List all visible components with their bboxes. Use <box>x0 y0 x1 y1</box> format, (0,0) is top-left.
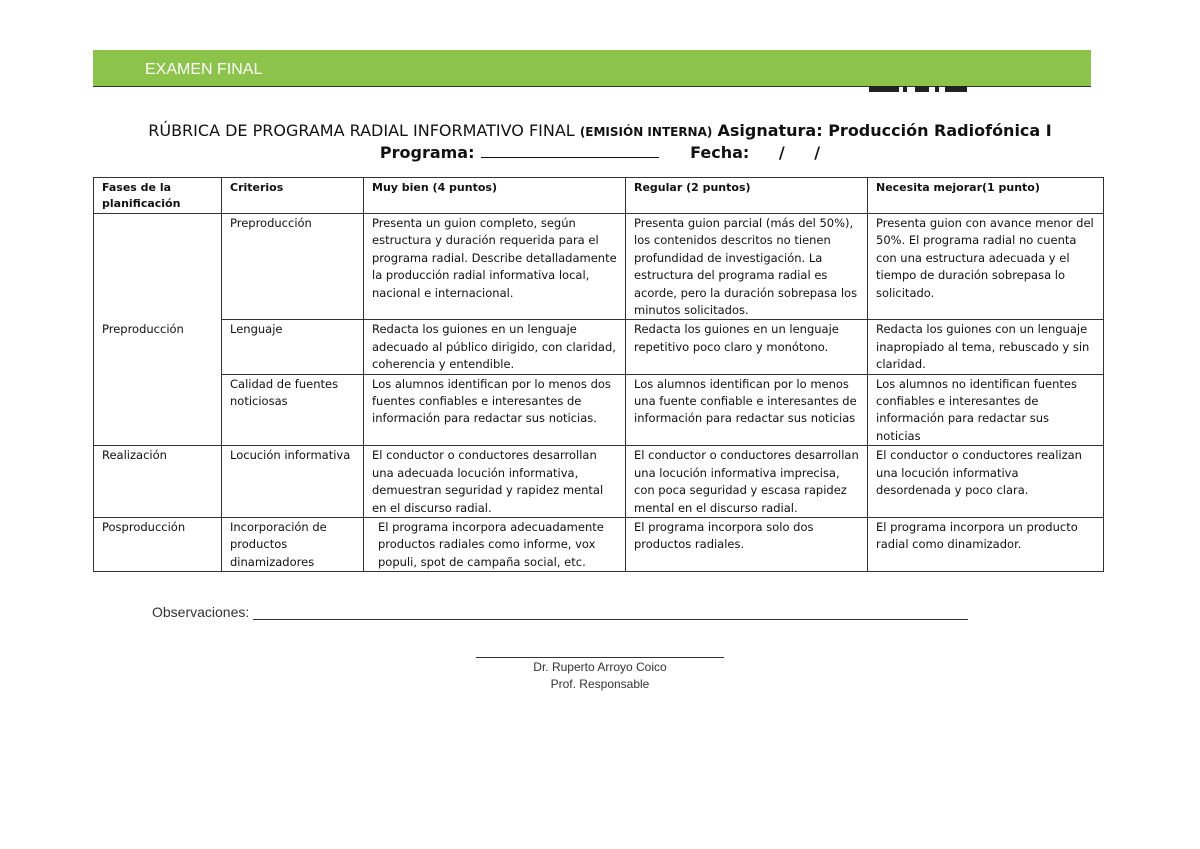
header-needs-improvement: Necesita mejorar(1 punto) <box>868 178 1104 214</box>
exam-label: EXAMEN FINAL <box>145 61 263 78</box>
phase-cell: Posproducción <box>94 517 222 571</box>
signer-name: Dr. Ruperto Arroyo Coico <box>533 660 667 674</box>
very-good-cell: El programa incorpora adecuadamente productos radiales como informe, vox populi, spot de campaña social, etc. <box>364 517 626 571</box>
fecha-label: Fecha: <box>690 143 750 162</box>
fecha-separator: / <box>778 143 785 162</box>
needs-improvement-cell: Los alumnos no identifican fuentes confiables e interesantes de información para redactar sus noticias <box>868 374 1104 446</box>
rubric-table <box>93 177 1104 572</box>
observations-field <box>152 604 968 620</box>
document-title <box>0 121 1200 140</box>
criteria-cell: Lenguaje <box>222 320 364 374</box>
criteria-cell: Preproducción <box>222 214 364 320</box>
regular-cell: Los alumnos identifican por lo menos una fuente confiable e interesantes de información para redactar sus noticias <box>626 374 868 446</box>
observations-label: Observaciones: <box>152 604 250 620</box>
header-regular: Regular (2 puntos) <box>626 178 868 214</box>
observations-line <box>253 605 968 620</box>
needs-improvement-cell: Presenta guion con avance menor del 50%. El programa radial no cuenta con una estructura adecuada y el tiempo de duración sobrepasa lo solicitado. <box>868 214 1104 320</box>
very-good-cell: El conductor o conductores desarrollan una adecuada locución informativa, demuestran seguridad y rapidez mental en el discurso radial. <box>364 446 626 518</box>
very-good-cell: Los alumnos identifican por lo menos dos fuentes confiables e interesantes de información para redactar sus noticias. <box>364 374 626 446</box>
table-header-row <box>94 178 1104 214</box>
table-row <box>94 320 1104 374</box>
logo-mark-icon <box>869 86 969 94</box>
programa-label: Programa: <box>379 143 475 162</box>
criteria-cell: Calidad de fuentes noticiosas <box>222 374 364 446</box>
needs-improvement-cell: Redacta los guiones con un lenguaje inapropiado al tema, rebuscado y sin claridad. <box>868 320 1104 374</box>
table-row <box>94 446 1104 518</box>
title-main: RÚBRICA DE PROGRAMA RADIAL INFORMATIVO FINAL <box>148 121 575 140</box>
program-date-line <box>0 143 1200 162</box>
needs-improvement-cell: El conductor o conductores realizan una locución informativa desordenada y poco clara. <box>868 446 1104 518</box>
signer-role: Prof. Responsable <box>550 677 650 691</box>
title-sub: (EMISIÓN INTERNA) <box>579 125 713 139</box>
fecha-separator: / <box>814 143 821 162</box>
programa-blank <box>481 143 659 158</box>
table-row <box>94 374 1104 446</box>
phase-cell: Realización <box>94 446 222 518</box>
header-criteria: Criterios <box>222 178 364 214</box>
very-good-cell: Presenta un guion completo, según estructura y duración requerida para el programa radial. Describe detalladamente la producción radial informativa local, nacional e internacional. <box>364 214 626 320</box>
regular-cell: Redacta los guiones en un lenguaje repetitivo poco claro y monótono. <box>626 320 868 374</box>
subject-label: Asignatura: Producción Radiofónica I <box>717 121 1052 140</box>
header-phase: Fases de la planificación <box>94 178 222 214</box>
header-very-good: Muy bien (4 puntos) <box>364 178 626 214</box>
criteria-cell: Incorporación de productos dinamizadores <box>222 517 364 571</box>
very-good-cell: Redacta los guiones en un lenguaje adecuado al público dirigido, con claridad, coherencia y entendible. <box>364 320 626 374</box>
table-row <box>94 214 1104 320</box>
signature-line <box>476 657 724 658</box>
needs-improvement-cell: El programa incorpora un producto radial como dinamizador. <box>868 517 1104 571</box>
regular-cell: Presenta guion parcial (más del 50%), los contenidos descritos no tienen profundidad de investigación. La estructura del programa radial es acorde, pero la duración sobrepasa los minutos solicitados. <box>626 214 868 320</box>
phase-cell: Preproducción <box>94 214 222 446</box>
criteria-cell: Locución informativa <box>222 446 364 518</box>
regular-cell: El programa incorpora solo dos productos radiales. <box>626 517 868 571</box>
regular-cell: El conductor o conductores desarrollan una locución informativa imprecisa, con poca seguridad y escasa rapidez mental en el discurso radial. <box>626 446 868 518</box>
table-row <box>94 517 1104 571</box>
header-banner <box>93 50 1091 87</box>
